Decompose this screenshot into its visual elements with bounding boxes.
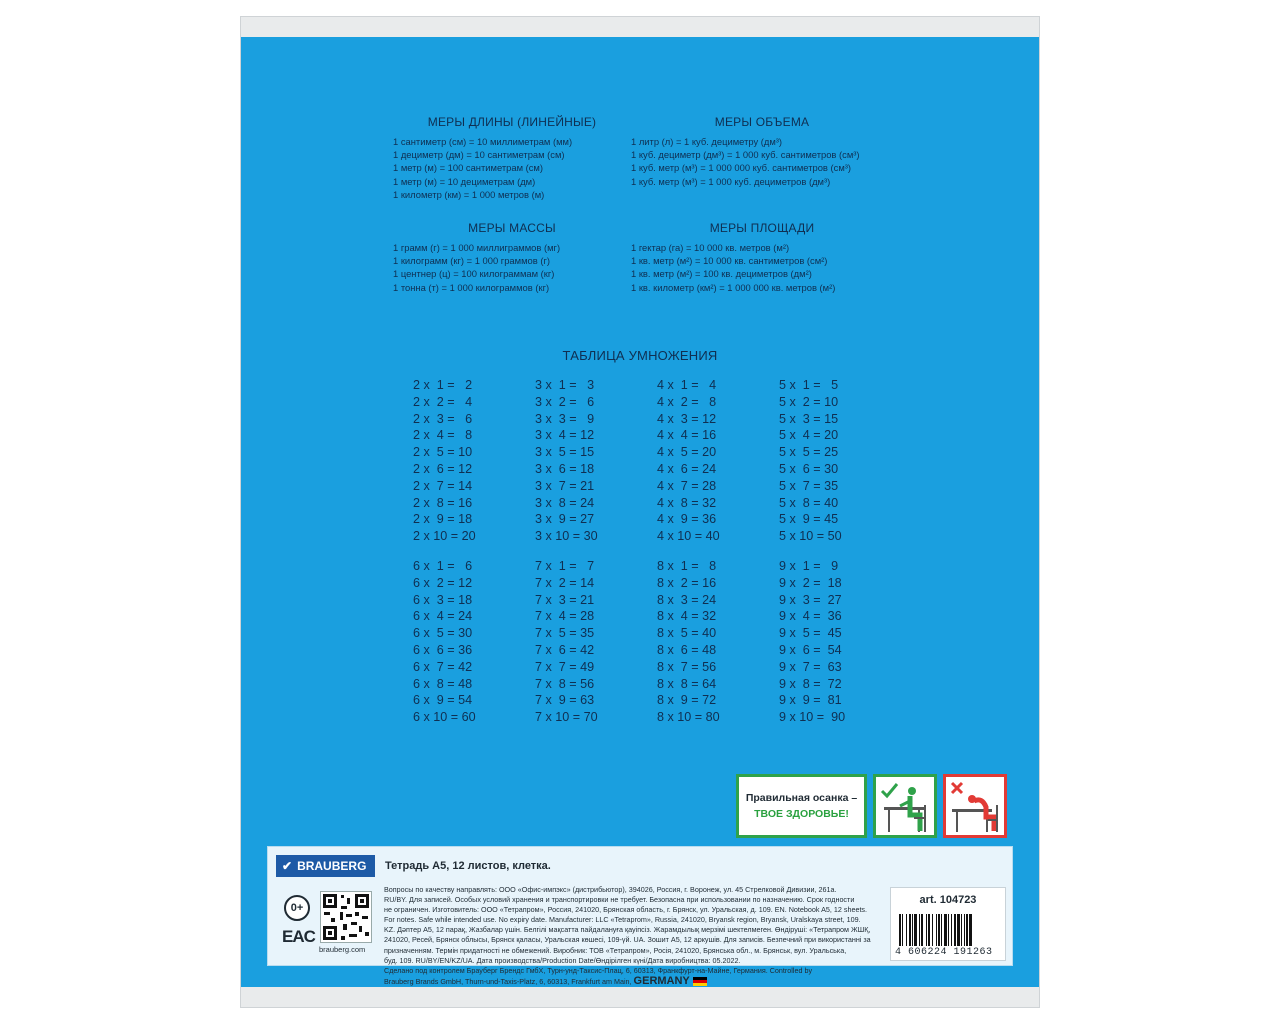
- measures-mass: [393, 221, 631, 294]
- info-line: RU/BY. Для записей. Особых условий хранения и транспортировки не требует. Безопасна при использовании по назначению. Срок годности: [384, 895, 855, 905]
- multiplication-column: [657, 377, 779, 545]
- multiplication-row: 3 x 1 = 3: [535, 378, 595, 392]
- bottom-white-strip: [241, 987, 1039, 1007]
- multiplication-row: 7 x 4 = 28: [535, 609, 595, 624]
- age-rating-badge: 0+: [284, 895, 310, 921]
- multiplication-row: 9 x 4 = 36: [779, 609, 842, 624]
- measure-line: 1 метр (м) = 100 сантиметрам (см): [393, 162, 544, 174]
- brand-website: brauberg.com: [319, 945, 366, 954]
- info-line: призначенням. Термін придатності не обмежений. Виробник: ТОВ «Тетрапром», Росія, 241020, Брянська обл., м. Брянськ, вул. Уральська,: [384, 945, 847, 955]
- measures-area-title: МЕРЫ ПЛОЩАДИ: [709, 221, 815, 236]
- multiplication-row: 2 x 4 = 8: [413, 428, 473, 443]
- multiplication-row: 4 x 9 = 36: [657, 512, 717, 527]
- measures-length: [393, 115, 631, 201]
- multiplication-row: 7 x 9 = 63: [535, 693, 595, 708]
- correct-posture-icon: [873, 774, 937, 838]
- article-number: art. 104723: [919, 894, 977, 906]
- multiplication-row: 2 x 9 = 18: [413, 512, 473, 527]
- wrong-posture-icon: [943, 774, 1007, 838]
- multiplication-row: 9 x 1 = 9: [779, 558, 839, 573]
- measure-line: 1 килограмм (кг) = 1 000 граммов (г): [393, 255, 551, 267]
- multiplication-row: 8 x 6 = 48: [657, 642, 717, 657]
- multiplication-row: 3 x 6 = 18: [535, 461, 595, 476]
- multiplication-row: 6 x 2 = 12: [413, 575, 473, 590]
- germany-flag-icon: [693, 977, 707, 986]
- product-label: [267, 846, 1013, 987]
- top-white-strip: [241, 17, 1039, 37]
- multiplication-row: 5 x 8 = 40: [779, 495, 839, 510]
- barcode-panel: [890, 887, 1006, 961]
- multiplication-row: 8 x 7 = 56: [657, 659, 717, 674]
- multiplication-row: 2 x 7 = 14: [413, 478, 473, 493]
- measure-line: 1 метр (м) = 10 дециметрам (дм): [393, 175, 536, 187]
- multiplication-row: 2 x 2 = 4: [413, 394, 473, 409]
- measure-line: 1 кв. километр (км²) = 1 000 000 кв. метров (м²): [631, 281, 836, 293]
- multiplication-column: [779, 377, 901, 545]
- multiplication-row: 6 x 5 = 30: [413, 626, 473, 641]
- measure-line: 1 куб. дециметр (дм³) = 1 000 куб. сантиметров (см³): [631, 149, 860, 161]
- multiplication-row: 4 x 10 = 40: [657, 529, 720, 544]
- info-line: не ограничен. Изготовитель: ООО «Тетрапром», Россия, 241020, Брянская область, г. Брянск, ул. Уральская, д. 109. EN. Notebook A5, 12 sheets.: [384, 905, 868, 915]
- multiplication-row: 5 x 5 = 25: [779, 445, 839, 460]
- multiplication-row: 6 x 6 = 36: [413, 642, 473, 657]
- multiplication-row: 3 x 3 = 9: [535, 411, 595, 426]
- multiplication-row: 2 x 1 = 2: [413, 378, 473, 392]
- multiplication-row: 5 x 10 = 50: [779, 529, 842, 544]
- multiplication-row: 5 x 7 = 35: [779, 478, 839, 493]
- brand-logo: [276, 855, 375, 877]
- multiplication-row: 9 x 8 = 72: [779, 676, 842, 691]
- multiplication-row: 4 x 7 = 28: [657, 478, 717, 493]
- multiplication-row: 3 x 10 = 30: [535, 529, 598, 544]
- info-line: Brauberg Brands GmbH, Thurn-und-Taxis-Platz, 6, 60313, Frankfurt am Main,: [384, 976, 632, 986]
- multiplication-row: 7 x 5 = 35: [535, 626, 595, 641]
- multiplication-row: 5 x 6 = 30: [779, 461, 839, 476]
- measure-line: 1 куб. метр (м³) = 1 000 000 куб. сантиметров (см³): [631, 162, 852, 174]
- measures-section: [393, 115, 893, 294]
- multiplication-row: 7 x 7 = 49: [535, 659, 595, 674]
- multiplication-row: 2 x 10 = 20: [413, 529, 476, 544]
- multiplication-row: 8 x 9 = 72: [657, 693, 717, 708]
- info-line: Вопросы по качеству направлять: ООО «Офис-импэкс» (дистрибьютор), 394026, Россия, г. Воронеж, ул. 45 Стрелковой Дивизии, 261а.: [384, 885, 837, 894]
- multiplication-row: 6 x 9 = 54: [413, 693, 473, 708]
- multiplication-title: ТАБЛИЦА УМНОЖЕНИЯ: [562, 348, 718, 363]
- info-line-last: [384, 976, 884, 987]
- multiplication-column: [413, 377, 535, 545]
- measure-line: 1 километр (км) = 1 000 метров (м): [393, 188, 545, 200]
- product-info-text: [384, 885, 884, 987]
- multiplication-row: 4 x 3 = 12: [657, 411, 717, 426]
- multiplication-row: 8 x 3 = 24: [657, 592, 717, 607]
- multiplication-row: 4 x 2 = 8: [657, 394, 717, 409]
- multiplication-row: 7 x 1 = 7: [535, 558, 595, 573]
- posture-slogan: [736, 774, 867, 838]
- measures-length-title: МЕРЫ ДЛИНЫ (ЛИНЕЙНЫЕ): [427, 115, 597, 129]
- measure-line: 1 куб. метр (м³) = 1 000 куб. дециметров (дм³): [631, 175, 831, 187]
- multiplication-row: 6 x 10 = 60: [413, 710, 476, 725]
- posture-banner: [736, 774, 1007, 838]
- measure-line: 1 дециметр (дм) = 10 сантиметрам (см): [393, 149, 565, 161]
- multiplication-row: 3 x 2 = 6: [535, 394, 595, 409]
- multiplication-column: [535, 558, 657, 726]
- multiplication-row: 5 x 9 = 45: [779, 512, 839, 527]
- multiplication-row: 7 x 10 = 70: [535, 710, 598, 725]
- multiplication-row: 8 x 4 = 32: [657, 609, 717, 624]
- multiplication-row: 3 x 7 = 21: [535, 478, 595, 493]
- measures-volume: [631, 115, 893, 201]
- qr-code-icon: [320, 891, 372, 943]
- multiplication-column: [657, 558, 779, 726]
- multiplication-row: 8 x 10 = 80: [657, 710, 720, 725]
- multiplication-row: 3 x 9 = 27: [535, 512, 595, 527]
- multiplication-row: 8 x 2 = 16: [657, 575, 717, 590]
- multiplication-row: 4 x 8 = 32: [657, 495, 717, 510]
- measures-area: [631, 221, 893, 294]
- measures-mass-title: МЕРЫ МАССЫ: [468, 221, 556, 236]
- multiplication-row: 9 x 9 = 81: [779, 693, 842, 708]
- multiplication-row: 5 x 2 = 10: [779, 394, 839, 409]
- ean-number: 4 606224 191263: [895, 947, 993, 958]
- multiplication-row: 6 x 8 = 48: [413, 676, 473, 691]
- multiplication-row: 2 x 6 = 12: [413, 461, 473, 476]
- multiplication-row: 4 x 5 = 20: [657, 445, 717, 460]
- multiplication-column: [779, 558, 901, 726]
- multiplication-row: 9 x 3 = 27: [779, 592, 842, 607]
- info-line: Сделано под контролем Брауберг Брендс ГмбХ, Турн-унд-Таксис-Плац, 6, 60313, Франкфурт-на-Майне, Германия. Controlled by: [384, 965, 813, 975]
- multiplication-column: [535, 377, 657, 545]
- product-title: Тетрадь А5, 12 листов, клетка.: [385, 860, 551, 872]
- multiplication-row: 2 x 5 = 10: [413, 445, 473, 460]
- multiplication-row: 7 x 6 = 42: [535, 642, 595, 657]
- multiplication-row: 3 x 8 = 24: [535, 495, 595, 510]
- measure-line: 1 тонна (т) = 1 000 килограммов (кг): [393, 281, 550, 293]
- multiplication-row: 4 x 6 = 24: [657, 461, 717, 476]
- multiplication-row: 9 x 10 = 90: [779, 710, 846, 725]
- multiplication-row: 7 x 8 = 56: [535, 676, 595, 691]
- multiplication-row: 7 x 2 = 14: [535, 575, 595, 590]
- posture-slogan-line1: Правильная осанка –: [745, 792, 858, 804]
- barcode-icon: [899, 914, 999, 946]
- multiplication-row: 8 x 1 = 8: [657, 558, 717, 573]
- measure-line: 1 гектар (га) = 10 000 кв. метров (м²): [631, 242, 790, 254]
- multiplication-row: 3 x 5 = 15: [535, 445, 595, 460]
- multiplication-row: 6 x 1 = 6: [413, 558, 473, 573]
- multiplication-row: 6 x 3 = 18: [413, 592, 473, 607]
- measure-line: 1 кв. метр (м²) = 100 кв. дециметров (дм²): [631, 268, 812, 280]
- brand-name: BRAUBERG: [297, 859, 367, 873]
- info-line: буд. 109. RU/BY/EN/KZ/UA. Дата производства/Production Date/Өндірілген күні/Дата виробництва: 05.2022.: [384, 955, 741, 965]
- multiplication-row: 2 x 8 = 16: [413, 495, 473, 510]
- multiplication-row: 3 x 4 = 12: [535, 428, 595, 443]
- measure-line: 1 грамм (г) = 1 000 миллиграммов (мг): [393, 242, 561, 254]
- measure-line: 1 центнер (ц) = 100 килограммам (кг): [393, 268, 555, 280]
- notebook-back-cover: [240, 16, 1040, 1008]
- posture-slogan-line2: ТВОЕ ЗДОРОВЬЕ!: [754, 808, 849, 820]
- multiplication-row: 7 x 3 = 21: [535, 592, 595, 607]
- info-line: KZ. Дәптер А5, 12 парақ, Жазбалар үшін. Белгілі мақсатта пайдалануға қауіпсіз. Жарамдылық мерзімі шектелмеген. Өндіруші: «Тетрапром ЖШҚ,: [384, 925, 871, 935]
- measure-line: 1 литр (л) = 1 куб. дециметру (дм³): [631, 136, 783, 147]
- info-line: 241020, Ресей, Брянск облысы, Брянск қаласы, Уральская көшесі, 109-үй. UA. Зошит А5, 12 аркушів. Для записів. Безпечний при використанні за: [384, 935, 871, 945]
- info-line: For notes. Safe while intended use. No expiry date. Manufacturer: LLC «Tetraprom», Russia, 241020, Bryansk region, Bryansk, Uralskaya street, 109.: [384, 915, 861, 925]
- multiplication-row: 9 x 5 = 45: [779, 626, 842, 641]
- multiplication-row: 5 x 4 = 20: [779, 428, 839, 443]
- multiplication-row: 2 x 3 = 6: [413, 411, 473, 426]
- multiplication-row: 4 x 4 = 16: [657, 428, 717, 443]
- measure-line: 1 кв. метр (м²) = 10 000 кв. сантиметров (см²): [631, 255, 828, 267]
- country-of-origin: GERMANY: [633, 974, 690, 987]
- measure-line: 1 сантиметр (см) = 10 миллиметрам (мм): [393, 136, 573, 147]
- multiplication-row: 6 x 7 = 42: [413, 659, 473, 674]
- multiplication-row: 9 x 6 = 54: [779, 642, 842, 657]
- brand-check-icon: ✔: [282, 859, 293, 873]
- multiplication-row: 4 x 1 = 4: [657, 378, 717, 392]
- multiplication-row: 8 x 5 = 40: [657, 626, 717, 641]
- eac-mark: EAC: [282, 927, 315, 946]
- multiplication-column: [413, 558, 535, 726]
- multiplication-row: 5 x 3 = 15: [779, 411, 839, 426]
- multiplication-row: 8 x 8 = 64: [657, 676, 717, 691]
- measures-volume-title: МЕРЫ ОБЪЕМА: [714, 115, 810, 129]
- multiplication-row: 9 x 7 = 63: [779, 659, 842, 674]
- multiplication-row: 5 x 1 = 5: [779, 378, 839, 392]
- multiplication-row: 9 x 2 = 18: [779, 575, 842, 590]
- multiplication-row: 6 x 4 = 24: [413, 609, 473, 624]
- multiplication-table: [413, 377, 913, 726]
